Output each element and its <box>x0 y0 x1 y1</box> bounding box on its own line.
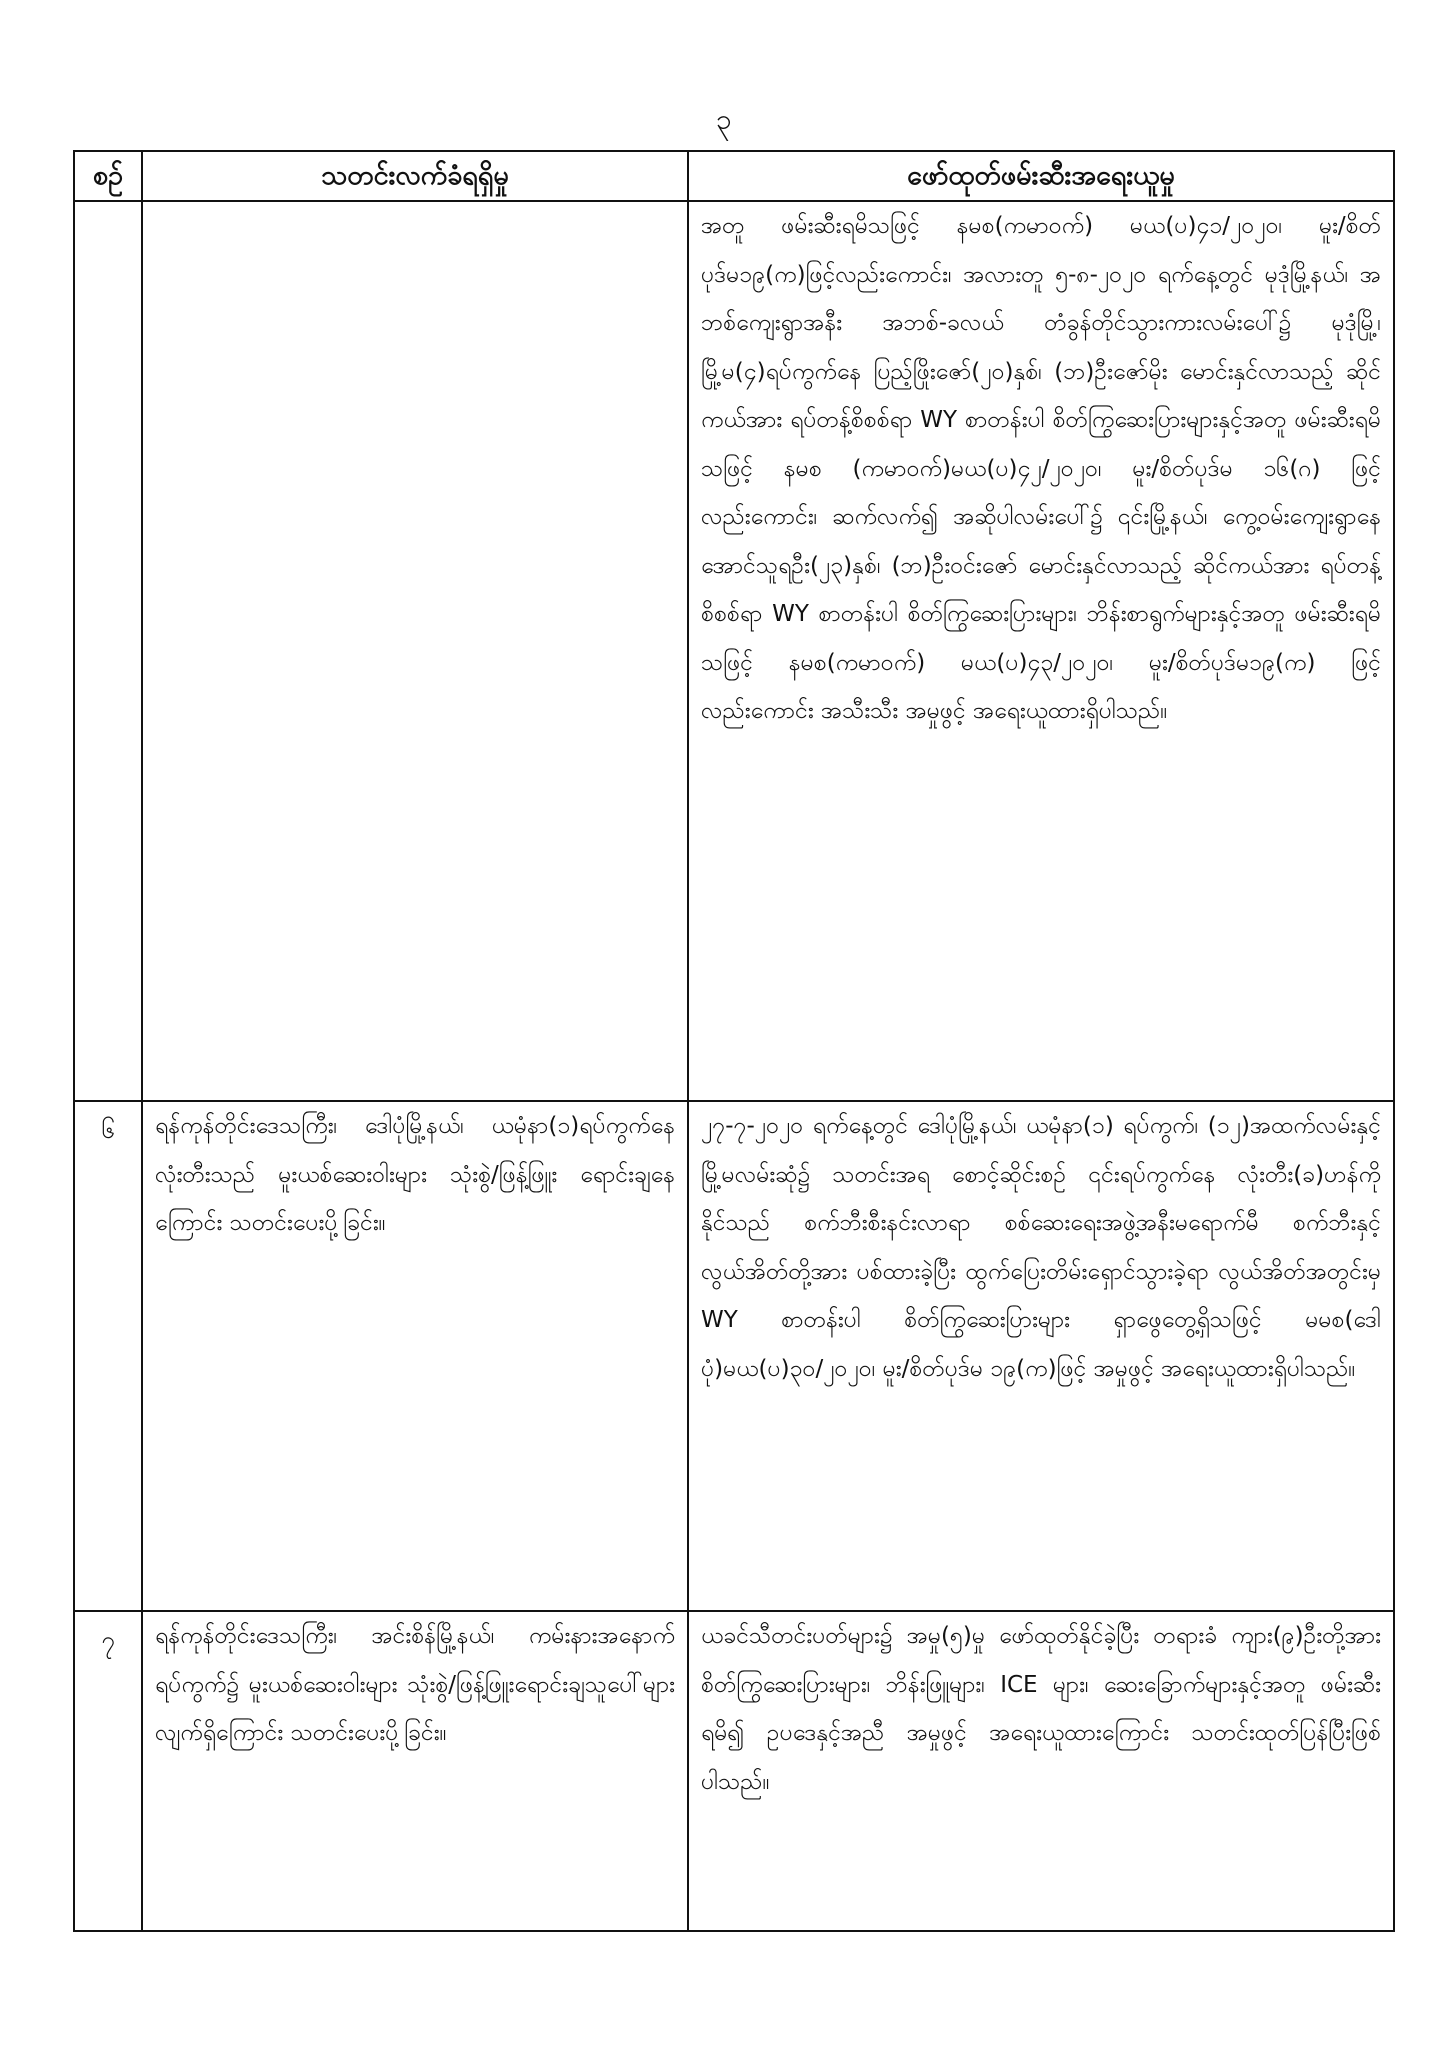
raid-result-cell: ယခင်သီတင်းပတ်များ၌ အမှု(၅)မှု ဖော်ထုတ်နိုင်ခဲ့ပြီး တရားခံ ကျား(၉)ဦးတို့အား စိတ်ကြွဆေးပြားများ၊ ဘိန်းဖြူများ၊ ICE များ၊ ဆေးခြောက်များနှင့်အတူ ဖမ်းဆီးရမိ၍ ဥပဒေနှင့်အညီ အမှုဖွင့် အရေးယူထားကြောင်း သတင်းထုတ်ပြန်ပြီးဖြစ်ပါသည်။ <box>688 1611 1394 1931</box>
table-row-continued <box>74 201 1394 1101</box>
info-received-cell <box>142 201 688 1101</box>
table-row <box>74 1611 1394 1931</box>
row-number <box>74 201 142 1101</box>
header-raid-result: ဖော်ထုတ်ဖမ်းဆီးအရေးယူမှု <box>688 151 1394 201</box>
row-number: ၇ <box>74 1611 142 1931</box>
info-received-cell: ရန်ကုန်တိုင်းဒေသကြီး၊ အင်းစိန်မြို့နယ်၊ ကမ်းနားအနောက်ရပ်ကွက်၌ မူးယစ်ဆေးဝါးများ သုံးစွဲ/ဖြန့်ဖြူးရောင်းချသူပေါ်များလျက်ရှိကြောင်း သတင်းပေးပို့ခြင်း။ <box>142 1611 688 1931</box>
raid-result-cell: အတူ ဖမ်းဆီးရမိသဖြင့် နမစ(ကမာဝက်) မယ(ပ)၄၁/၂၀၂၀၊ မူး/စိတ်ပုဒ်မ၁၉(က)ဖြင့်လည်းကောင်း၊ အလားတူ ၅-၈-၂၀၂၀ ရက်နေ့တွင် မုဒုံမြို့နယ်၊ အဘစ်ကျေးရွာအနီး အဘစ်-ခလယ် တံခွန်တိုင်သွားကားလမ်းပေါ်၌ မုဒုံမြို့၊ မြို့မ(၄)ရပ်ကွက်နေ ပြည့်ဖြိုးဇော်(၂၀)နှစ်၊ (ဘ)ဦးဇော်မိုး မောင်းနှင်လာသည့် ဆိုင်ကယ်အား ရပ်တန့်စိစစ်ရာ WY စာတန်းပါ စိတ်ကြွဆေးပြားများနှင့်အတူ ဖမ်းဆီးရမိသဖြင့် နမစ (ကမာဝက်)မယ(ပ)၄၂/၂၀၂၀၊ မူး/စိတ်ပုဒ်မ ၁၆(ဂ) ဖြင့် လည်းကောင်း၊ ဆက်လက်၍ အဆိုပါလမ်းပေါ်၌ ၎င်းမြို့နယ်၊ ကွေ့ဝမ်းကျေးရွာနေ အောင်သူရဦး(၂၃)နှစ်၊ (ဘ)ဦးဝင်းဇော် မောင်းနှင်လာသည့် ဆိုင်ကယ်အား ရပ်တန့်စိစစ်ရာ WY စာတန်းပါ စိတ်ကြွဆေးပြားများ၊ ဘိန်းစာရွက်များနှင့်အတူ ဖမ်းဆီးရမိသဖြင့် နမစ(ကမာဝက်) မယ(ပ)၄၃/၂၀၂၀၊ မူး/စိတ်ပုဒ်မ၁၉(က) ဖြင့် လည်းကောင်း အသီးသီး အမှုဖွင့် အရေးယူထားရှိပါသည်။ <box>688 201 1394 1101</box>
header-row <box>74 151 1394 201</box>
row-number: ၆ <box>74 1101 142 1611</box>
table-body <box>74 201 1394 1931</box>
page-number: ၃ <box>716 103 732 136</box>
table-header <box>74 151 1394 201</box>
header-number: စဉ် <box>74 151 142 201</box>
info-received-cell: ရန်ကုန်တိုင်းဒေသကြီး၊ ဒေါပုံမြို့နယ်၊ ယမုံနာ(၁)ရပ်ကွက်နေ လုံးတီးသည် မူးယစ်ဆေးဝါးများ သုံးစွဲ/ဖြန့်ဖြူး ရောင်းချနေကြောင်း သတင်းပေးပို့ခြင်း။ <box>142 1101 688 1611</box>
header-info-received: သတင်းလက်ခံရရှိမှု <box>142 151 688 201</box>
raid-result-cell: ၂၇-၇-၂၀၂၀ ရက်နေ့တွင် ဒေါပုံမြို့နယ်၊ ယမုံနာ(၁) ရပ်ကွက်၊ (၁၂)အထက်လမ်းနှင့်မြို့မလမ်းဆုံ၌ သတင်းအရ စောင့်ဆိုင်းစဉ် ၎င်းရပ်ကွက်နေ လုံးတီး(ခ)ဟန်ကိုနိုင်သည် စက်ဘီးစီးနင်းလာရာ စစ်ဆေးရေးအဖွဲ့အနီးမရောက်မီ စက်ဘီးနှင့် လွယ်အိတ်တို့အား ပစ်ထားခဲ့ပြီး ထွက်ပြေးတိမ်းရှောင်သွားခဲ့ရာ လွယ်အိတ်အတွင်းမှ WY စာတန်းပါ စိတ်ကြွဆေးပြားများ ရှာဖွေတွေ့ရှိသဖြင့် မမစ(ဒေါပုံ)မယ(ပ)၃၀/၂၀၂၀၊ မူး/စိတ်ပုဒ်မ ၁၉(က)ဖြင့် အမှုဖွင့် အရေးယူထားရှိပါသည်။ <box>688 1101 1394 1611</box>
raid-report-table <box>73 150 1395 1932</box>
table-row <box>74 1101 1394 1611</box>
